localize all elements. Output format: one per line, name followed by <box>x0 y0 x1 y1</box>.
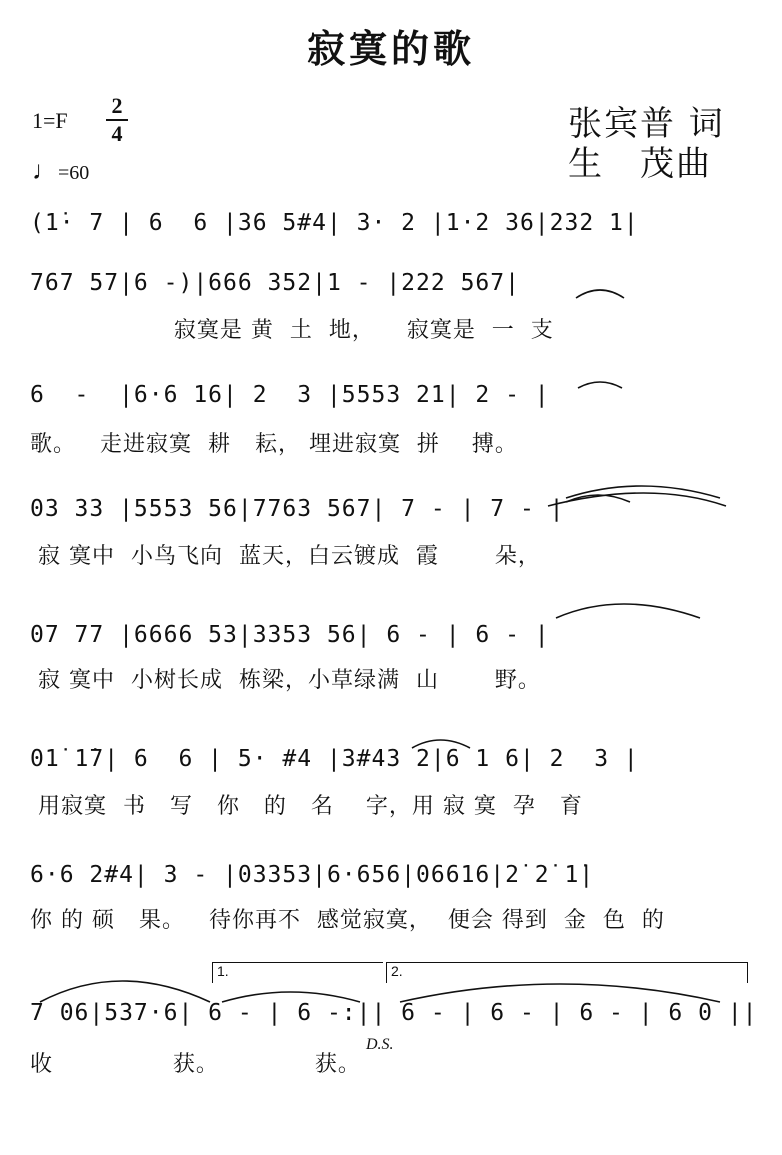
note-line: 6·6 2#4| 3 - |03353|6·656|06616|2̇ 2̇ 1̇| <box>30 862 595 888</box>
note-line: 03 33 |5553 56|7763 567| 7 - | 7 - | <box>30 496 565 522</box>
time-signature-bottom: 4 <box>111 121 123 146</box>
lyric-line: 你 的 硕 果。 待你再不 感觉寂寞， 便会 得到 金 色 的 <box>30 908 665 933</box>
second-ending-bracket: 2. <box>386 962 748 983</box>
lyric-line: 寂 寞中 小鸟飞向 蓝天，白云镀成 霞 朵， <box>30 544 541 569</box>
note-line: 01̇ 1̇7| 6 6 | 5· #4 |3#43 2|6 1 6| 2 3 | <box>30 746 639 772</box>
slur-tie <box>222 992 360 1002</box>
slur-tie <box>578 382 622 388</box>
note-line: (1̇· 7 | 6 6 |36 5#4| 3· 2 |1·2 36|232 1| <box>30 210 639 236</box>
slur-tie <box>400 984 720 1002</box>
note-line: 07 77 |6666 53|3353 56| 6 - | 6 - | <box>30 622 550 648</box>
note-line: 767 57|6 -)|666 352|1 - |222 567| <box>30 270 520 296</box>
lyric-line: 寂 寞中 小树长成 栋梁，小草绿满 山 野。 <box>30 668 541 693</box>
slur-tie <box>40 981 210 1002</box>
note-line: 6 - |6·6 16| 2 3 |5553 21| 2 - | <box>30 382 550 408</box>
lyric-line: 寂寞是 黄 土 地， 寂寞是 一 支 <box>30 318 554 343</box>
lyric-line: 用寂寞 书 写 你 的 名 字，用 寂 寞 孕 育 <box>30 794 583 819</box>
note-line: 7 06|537·6| 6 - | 6 -:|| 6 - | 6 - | 6 - | 6 0 || <box>30 1000 758 1026</box>
slur-tie <box>412 740 470 748</box>
lyric-line: 收 获。 获。 <box>30 1052 361 1077</box>
composer-credit: 生 茂曲 <box>568 144 712 184</box>
quarter-note-icon: ♩ <box>32 156 58 185</box>
lyric-line: 歌。 走进寂寞 耕 耘， 埋进寂寞 拼 搏。 <box>30 432 518 457</box>
slur-tie <box>576 290 624 298</box>
tempo-value: =60 <box>58 162 90 184</box>
song-title: 寂寞的歌 <box>306 27 475 71</box>
time-signature-top: 2 <box>111 93 123 118</box>
dal-segno-marking: D.S. <box>366 1036 394 1053</box>
first-ending-bracket: 1. <box>212 962 383 983</box>
slur-tie <box>556 604 700 618</box>
key-signature: 1=F <box>32 108 68 133</box>
lyricist-credit: 张宾普 词 <box>568 104 725 144</box>
